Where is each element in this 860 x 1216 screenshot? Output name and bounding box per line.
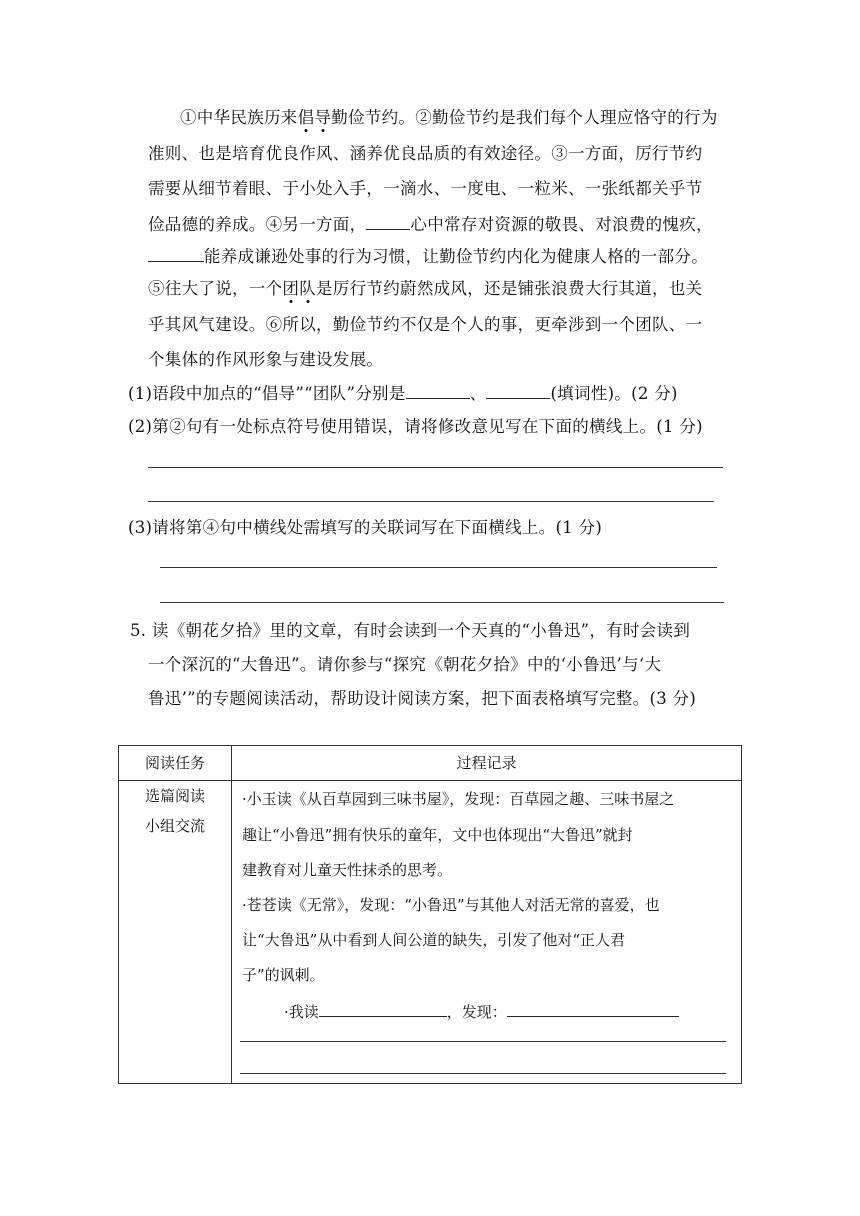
- blank-line[interactable]: [148, 245, 204, 262]
- task-cell: [119, 781, 232, 1084]
- task-line: 选篇阅读: [144, 787, 205, 805]
- answer-line[interactable]: [240, 1073, 726, 1074]
- record-line: 让“大鲁迅”从中看到人间公道的缺失，引发了他对“正人君: [242, 931, 626, 949]
- passage-line-1: ①中华民族历来倡导勤俭节约。②勤俭节约是我们每个人理应恪守的行为: [180, 108, 718, 127]
- question-3: (3)请将第④句中横线处需填写的关联词写在下面横线上。(1 分): [128, 518, 603, 537]
- answer-line[interactable]: [148, 501, 714, 502]
- answer-line[interactable]: [160, 567, 717, 568]
- record-cell: [232, 781, 742, 1084]
- question-1: (1)语段中加点的“倡导”“团队”分别是 、 (填词性)。(2 分): [128, 384, 678, 403]
- passage-line-4: 俭品德的养成。④另一方面， 心中常存对资源的敬畏、对浪费的愧疚，: [148, 215, 713, 234]
- question-5-line-3: 鲁迅’”的专题阅读活动，帮助设计阅读方案，把下面表格填写完整。(3 分): [148, 689, 697, 708]
- answer-blank[interactable]: [406, 382, 470, 399]
- table-header-row: [119, 746, 742, 781]
- passage-line-5: 能养成谦逊处事的行为习惯，让勤俭节约内化为健康人格的一部分。: [148, 245, 708, 268]
- emphasis-dot-char: 导: [314, 108, 332, 127]
- emphasis-dot-char: 倡: [297, 108, 315, 127]
- passage-line-3: 需要从细节着眼、于小处入手，一滴水、一度电、一粒米、一张纸都关乎节: [148, 179, 703, 198]
- answer-line[interactable]: [148, 467, 723, 468]
- record-line: 趣让“小鲁迅”拥有快乐的童年，文中也体现出“大鲁迅”就封: [242, 826, 633, 844]
- answer-line[interactable]: [240, 1041, 726, 1042]
- header-task: 阅读任务: [119, 746, 232, 781]
- passage-line-6: ⑤往大了说，一个团队是厉行节约蔚然成风，还是铺张浪费大行其道，也关: [148, 279, 703, 298]
- record-line: 子”的讽刺。: [242, 966, 325, 984]
- answer-blank[interactable]: [486, 382, 550, 399]
- finding-blank[interactable]: [507, 1000, 679, 1017]
- reading-plan-table: [118, 745, 742, 1084]
- passage-line-8: 个集体的作风形象与建设发展。: [148, 350, 384, 369]
- passage-line-2: 准则、也是培育优良作风、涵养优良品质的有效途径。③一方面，厉行节约: [148, 144, 703, 163]
- question-2: (2)第②句有一处标点符号使用错误，请将修改意见写在下面的横线上。(1 分): [128, 417, 703, 436]
- task-line: 小组交流: [144, 817, 205, 835]
- emphasis-dot-char: 队: [299, 279, 317, 298]
- table-row: [119, 781, 742, 1084]
- record-line: 建教育对儿童天性抹杀的思考。: [242, 861, 453, 879]
- answer-line[interactable]: [160, 602, 724, 603]
- question-5-line-1: 5. 读《朝花夕拾》里的文章，有时会读到一个天真的“小鲁迅”，有时会读到: [130, 621, 691, 640]
- record-line: ·小玉读《从百草园到三味书屋》，发现：百草园之趣、三味书屋之: [242, 790, 675, 808]
- blank-line[interactable]: [366, 213, 410, 230]
- emphasis-dot-char: 团: [282, 279, 300, 298]
- record-line: ·苍苍读《无常》，发现：“小鲁迅”与其他人对活无常的喜爱，也: [242, 896, 660, 914]
- question-5-line-2: 一个深沉的“大鲁迅”。请你参与“探究《朝花夕拾》中的‘小鲁迅’与‘大: [148, 655, 662, 674]
- book-title-blank[interactable]: [319, 1000, 447, 1017]
- header-record: 过程记录: [232, 746, 742, 781]
- passage-line-7: 乎其风气建设。⑥所以，勤俭节约不仅是个人的事，更牵涉到一个团队、一: [148, 315, 703, 334]
- my-read-line: ·我读 ，发现：: [284, 1000, 679, 1022]
